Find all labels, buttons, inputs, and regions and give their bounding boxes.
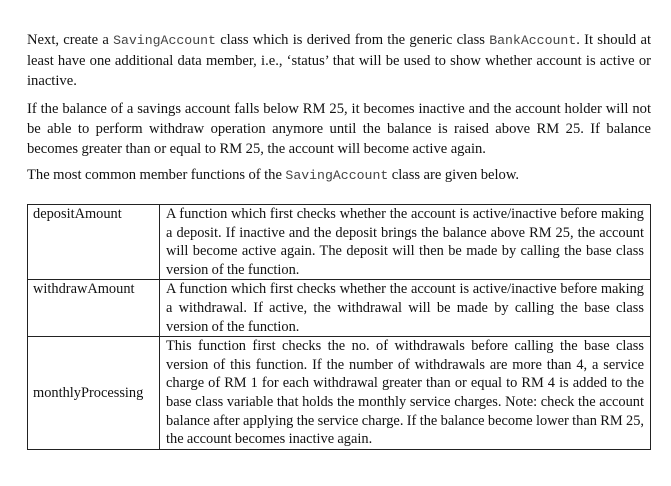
intro-text: The most common member functions of the [27,167,286,183]
member-functions-table [27,204,651,450]
function-name-cell: monthlyProcessing [28,337,160,450]
class-name-saving-account: SavingAccount [285,168,389,183]
intro-paragraph-3 [27,165,651,185]
intro-paragraph-1 [27,30,651,92]
intro-paragraph-2: If the balance of a savings account falls below RM 25, it becomes inactive and the account holder will not be able to perform withdraw operation anymore until the balance is raised above RM 25. If balance becomes greater than or equal to RM 25, the account will become active again. [27,101,651,157]
function-description-cell: This function first checks the no. of withdrawals before calling the base class version of this function. If the number of withdrawals are more than 4, a service charge of RM 1 for each withdrawal greater than or equal to RM 4 is added to the base class variable that holds the monthly service charges. Note: check the account balance after applying the service charge. If the balance become lower than RM 25, the account becomes inactive again. [160,337,651,450]
table-row [28,337,651,450]
intro-text: . It should at least have one additional data member, i.e., ‘status’ that will be used to show whether account is active or inactive. [27,32,651,89]
class-name-bank-account: BankAccount [489,33,577,48]
function-name-cell: depositAmount [28,205,160,280]
function-name-cell: withdrawAmount [28,280,160,337]
intro-text: Next, create a [27,32,114,48]
function-description-cell: A function which first checks whether the account is active/inactive before making a deposit. If inactive and the deposit brings the balance above RM 25, the account will become active again. The deposit will then be made by calling the base class version of the function. [160,205,651,280]
intro-text: class are given below. [388,167,520,183]
function-description-cell: A function which first checks whether the account is active/inactive before making a withdrawal. If active, the withdrawal will be made by calling the base class version of the function. [160,280,651,337]
table-row [28,205,651,280]
document-page [27,30,651,448]
table-row [28,280,651,337]
class-name-saving-account: SavingAccount [113,33,216,48]
intro-text: class which is derived from the generic class [215,32,490,48]
